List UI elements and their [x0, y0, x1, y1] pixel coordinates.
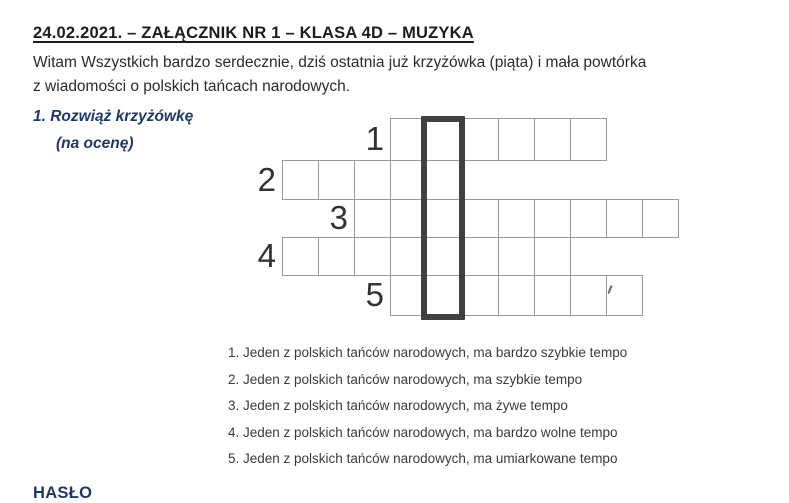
crossword-cell	[570, 118, 607, 161]
crossword-row-number: 2	[257, 161, 276, 198]
crossword-row-number: 5	[365, 276, 384, 313]
crossword-cell	[570, 199, 607, 238]
clue-item-5: 5. Jeden z polskich tańców narodowych, ma umiarkowane tempo	[228, 451, 618, 466]
crossword-cell	[318, 237, 355, 276]
haslo-label: HASŁO	[33, 484, 93, 502]
crossword-cell	[462, 275, 499, 316]
crossword-cell	[354, 199, 391, 238]
crossword-cell	[354, 160, 391, 200]
crossword-cell	[498, 275, 535, 316]
crossword-cell	[498, 199, 535, 238]
highlight-column-box	[421, 116, 465, 320]
crossword-cell	[534, 199, 571, 238]
clue-list	[228, 340, 627, 473]
intro-paragraph	[33, 51, 646, 98]
crossword-row-number: 3	[329, 199, 348, 236]
crossword-cell	[498, 237, 535, 276]
crossword-cell	[354, 237, 391, 276]
crossword-cell	[606, 275, 643, 316]
page-title: 24.02.2021. – ZAŁĄCZNIK NR 1 – KLASA 4D – MUZYKA	[33, 24, 474, 42]
intro-line-1: Witam Wszystkich bardzo serdecznie, dziś ostatnia już krzyżówka (piąta) i mała powtórka	[33, 54, 647, 71]
crossword-cell	[462, 237, 499, 276]
crossword-cell	[498, 118, 535, 161]
clue-item-4: 4. Jeden z polskich tańców narodowych, ma bardzo wolne tempo	[228, 424, 618, 440]
clue-item-3: 3. Jeden z polskich tańców narodowych, ma żywe tempo	[228, 398, 568, 413]
task-subheading: (na ocenę)	[56, 135, 134, 152]
crossword-row-number: 1	[365, 120, 384, 157]
crossword-cell	[462, 118, 499, 161]
crossword-cell	[462, 199, 499, 238]
crossword-row-number: 4	[257, 237, 276, 274]
crossword-cell	[282, 160, 319, 200]
crossword-cell	[282, 237, 319, 276]
clue-item-1: 1. Jeden z polskich tańców narodowych, ma bardzo szybkie tempo	[228, 345, 628, 360]
task-heading: 1. Rozwiąż krzyżówkę	[33, 108, 194, 125]
intro-line-2: z wiadomości o polskich tańcach narodowych.	[33, 77, 351, 95]
clue-item-2: 2. Jeden z polskich tańców narodowych, ma szybkie tempo	[228, 371, 583, 387]
crossword-cell	[606, 199, 643, 238]
crossword-cell	[534, 275, 571, 316]
crossword-cell	[570, 275, 607, 316]
crossword-cell	[642, 199, 679, 238]
crossword-cell	[534, 118, 571, 161]
crossword-cell	[534, 237, 571, 276]
crossword-cell	[318, 160, 355, 200]
